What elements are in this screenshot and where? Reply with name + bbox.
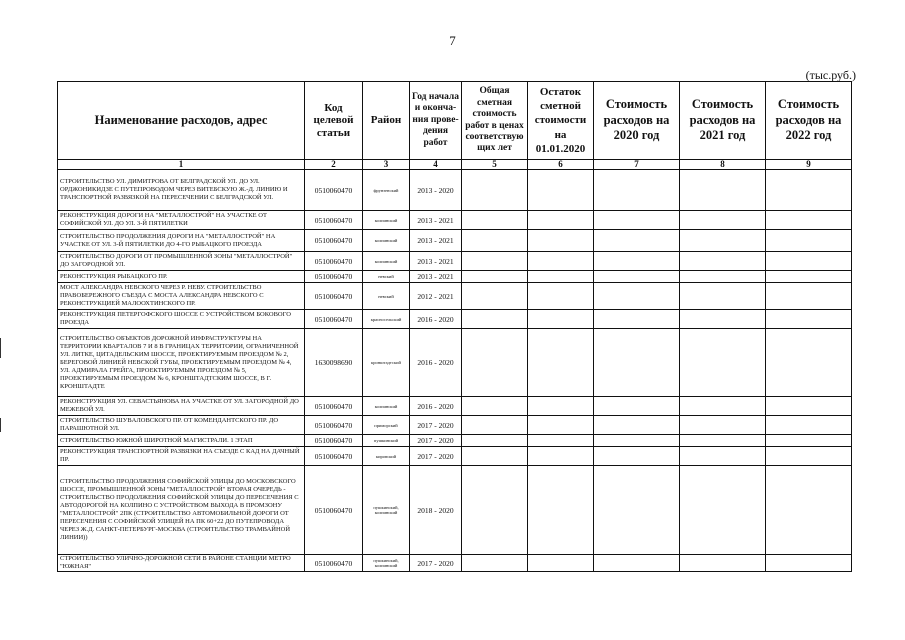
cost-2020-cell [594,230,680,252]
estimate-cell [462,211,528,230]
remainder-cell [528,170,594,211]
work-years-cell: 2017 - 2020 [410,447,462,466]
cost-2022-cell [766,283,852,310]
table-row [58,329,852,397]
estimate-cell [462,283,528,310]
table-row [58,271,852,283]
work-years-cell: 2013 - 2021 [410,271,462,283]
target-code-cell: 0510060470 [305,397,363,416]
expense-name-cell: РЕКОНСТРУКЦИЯ ДОРОГИ НА "МЕТАЛЛОСТРОЙ" НА УЧАСТКЕ ОТ СОФИЙСКОЙ УЛ. ДО УЛ. 3-Й ПЯТИЛЕТКИ [58,211,305,230]
target-code-cell: 0510060470 [305,283,363,310]
district-cell: пушкинский [363,435,410,447]
work-years-cell: 2016 - 2020 [410,310,462,329]
cost-2022-cell [766,170,852,211]
cost-2021-cell [680,211,766,230]
cost-2020-cell [594,170,680,211]
expense-name-cell: РЕКОНСТРУКЦИЯ РЫБАЦКОГО ПР. [58,271,305,283]
remainder-cell [528,211,594,230]
expense-name-cell: СТРОИТЕЛЬСТВО ПРОДОЛЖЕНИЯ СОФИЙСКОЙ УЛИЦЫ ДО МОСКОВСКОГО ШОССЕ, ПРОМЫШЛЕННОЙ ЗОНЫ "МЕТАЛЛОСТРОЙ" ВТОРАЯ ОЧЕРЕДЬ - СТРОИТЕЛЬСТВО ПРОДОЛЖЕНИЯ СОФИЙСКОЙ УЛИЦЫ ДО ПЕРЕСЕЧЕНИЯ С АВТОДОРОГОЙ НА КОЛПИНО С УСТРОЙСТВОМ ВЫХОДА В ПРОМЗОНУ "МЕТАЛЛОСТРОЙ" 2ПК (СТРОИТЕЛЬСТВО АВТОМОБИЛЬНОЙ ДОРОГИ ОТ ПЕРЕСЕЧЕНИЯ С СОФИЙСКОЙ УЛИЦЕЙ НА ПК 60+22 ДО ПУТЕПРОВОДА ЧЕРЕЗ Ж.Д. САНКТ-ПЕТЕРБУРГ-МОСКВА (СТРОИТЕЛЬСТВО ТРАМВАЙНОЙ ЛИНИИ)) [58,466,305,555]
column-number: 5 [462,160,528,170]
remainder-cell [528,555,594,572]
remainder-cell [528,447,594,466]
column-number: 6 [528,160,594,170]
cost-2022-cell [766,555,852,572]
expense-name-cell: РЕКОНСТРУКЦИЯ ПЕТЕРГОФСКОГО ШОССЕ С УСТРОЙСТВОМ БОКОВОГО ПРОЕЗДА [58,310,305,329]
cost-2022-cell [766,416,852,435]
district-cell: кронштадтский [363,329,410,397]
remainder-cell [528,283,594,310]
work-years-cell: 2017 - 2020 [410,435,462,447]
expense-name-cell: РЕКОНСТРУКЦИЯ УЛ. СЕВАСТЬЯНОВА НА УЧАСТКЕ ОТ УЛ. ЗАГОРОДНОЙ ДО МЕЖЕВОЙ УЛ. [58,397,305,416]
target-code-cell: 0510060470 [305,416,363,435]
remainder-cell [528,252,594,271]
work-years-cell: 2013 - 2020 [410,170,462,211]
column-number: 1 [58,160,305,170]
remainder-cell [528,271,594,283]
district-cell: невский [363,271,410,283]
district-cell: колпинский [363,211,410,230]
cost-2022-cell [766,252,852,271]
cost-2022-cell [766,466,852,555]
cost-2020-cell [594,329,680,397]
units-label: (тыс.руб.) [805,68,856,82]
expense-name-cell: МОСТ АЛЕКСАНДРА НЕВСКОГО ЧЕРЕЗ Р. НЕВУ. СТРОИТЕЛЬСТВО ПРАВОБЕРЕЖНОГО СЪЕЗДА С МОСТА АЛЕКСАНДРА НЕВСКОГО С РЕКОНСТРУКЦИЕЙ МАЛООХТИНСКОГО ПР. [58,283,305,310]
cost-2020-cell [594,466,680,555]
cost-2021-cell [680,271,766,283]
expense-name-cell: СТРОИТЕЛЬСТВО ЮЖНОЙ ШИРОТНОЙ МАГИСТРАЛИ. 1 ЭТАП [58,435,305,447]
estimate-cell [462,416,528,435]
estimate-cell [462,310,528,329]
cost-2022-cell [766,397,852,416]
remainder-cell [528,310,594,329]
estimate-cell [462,397,528,416]
cost-2020-cell [594,310,680,329]
target-code-cell: 0510060470 [305,435,363,447]
column-number: 3 [363,160,410,170]
page-number: 7 [449,33,456,48]
cost-2021-cell [680,329,766,397]
district-cell: приморский [363,416,410,435]
table-row [58,447,852,466]
table-row [58,435,852,447]
district-cell: невский [363,283,410,310]
cost-2021-cell [680,170,766,211]
estimate-cell [462,435,528,447]
work-years-cell: 2018 - 2020 [410,466,462,555]
expenses-table [57,81,852,572]
work-years-cell: 2017 - 2020 [410,555,462,572]
remainder-cell [528,435,594,447]
estimate-cell [462,329,528,397]
work-years-cell: 2016 - 2020 [410,329,462,397]
remainder-cell [528,230,594,252]
table-row [58,252,852,271]
cost-2021-cell [680,466,766,555]
table-row [58,555,852,572]
estimate-cell [462,447,528,466]
expense-name-cell: СТРОИТЕЛЬСТВО ОБЪЕКТОВ ДОРОЖНОЙ ИНФРАСТРУКТУРЫ НА ТЕРРИТОРИИ КВАРТАЛОВ 7 И 8 В ГРАНИЦАХ ТЕРРИТОРИИ, ОГРАНИЧЕННОЙ УЛ. ЛИТКЕ, ЦИТАДЕЛЬСКИМ ШОССЕ, ПРОЕКТИРУЕМЫМ ПРОЕЗДОМ № 2, БЕРЕГОВОЙ ЛИНИЕЙ НЕВСКОЙ ГУБЫ, ПРОЕКТИРУЕМЫМ ПРОЕЗДОМ № 4, УЛ. АДМИРАЛА ГРЕЙГА, ПРОЕКТИРУЕМЫМ ПРОЕЗДОМ № 5, ПРОЕКТИРУЕМЫМ ПРОЕЗДОМ № 6, КРОНШТАДТСКИМ ШОССЕ, В Г. КРОНШТАДТЕ [58,329,305,397]
expense-name-cell: РЕКОНСТРУКЦИЯ ТРАНСПОРТНОЙ РАЗВЯЗКИ НА СЪЕЗДЕ С КАД НА ДАЧНЫЙ ПР. [58,447,305,466]
remainder-cell [528,466,594,555]
column-number: 9 [766,160,852,170]
estimate-cell [462,466,528,555]
work-years-cell: 2016 - 2020 [410,397,462,416]
expense-name-cell: СТРОИТЕЛЬСТВО УЛ. ДИМИТРОВА ОТ БЕЛГРАДСКОЙ УЛ. ДО УЛ. ОРДЖОНИКИДЗЕ С ПУТЕПРОВОДОМ ЧЕРЕЗ ВИТЕБСКУЮ Ж.-Д. ЛИНИЮ И ТРАНСПОРТНОЙ РАЗВЯЗКОЙ НА ПЕРЕСЕЧЕНИИ С БЕЛГРАДСКОЙ УЛ. [58,170,305,211]
cost-2020-cell [594,397,680,416]
estimate-cell [462,252,528,271]
cost-2020-cell [594,447,680,466]
cost-2020-cell [594,555,680,572]
cost-2020-cell [594,283,680,310]
cost-2020-cell [594,435,680,447]
table-body [58,170,852,572]
header-code: Код целевой статьи [305,82,363,160]
cost-2021-cell [680,252,766,271]
target-code-cell: 1630098690 [305,329,363,397]
cost-2020-cell [594,416,680,435]
remainder-cell [528,416,594,435]
cost-2022-cell [766,211,852,230]
header-cost-2021: Стоимость расходов на 2021 год [680,82,766,160]
expense-name-cell: СТРОИТЕЛЬСТВО ПРОДОЛЖЕНИЯ ДОРОГИ НА "МЕТАЛЛОСТРОЙ" НА УЧАСТКЕ ОТ УЛ. 3-Й ПЯТИЛЕТКИ ДО 4-ГО РЫБАЦКОГО ПРОЕЗДА [58,230,305,252]
district-cell: колпинский [363,397,410,416]
cost-2022-cell [766,329,852,397]
column-number-row [58,160,852,170]
header-name: Наименование расходов, адрес [58,82,305,160]
cost-2020-cell [594,252,680,271]
table-row [58,310,852,329]
cost-2020-cell [594,211,680,230]
target-code-cell: 0510060470 [305,447,363,466]
target-code-cell: 0510060470 [305,466,363,555]
target-code-cell: 0510060470 [305,170,363,211]
edge-mark [0,338,1,358]
estimate-cell [462,230,528,252]
target-code-cell: 0510060470 [305,252,363,271]
cost-2021-cell [680,283,766,310]
column-number: 2 [305,160,363,170]
cost-2021-cell [680,447,766,466]
cost-2021-cell [680,310,766,329]
cost-2021-cell [680,555,766,572]
table-row [58,211,852,230]
target-code-cell: 0510060470 [305,230,363,252]
expense-name-cell: СТРОИТЕЛЬСТВО ДОРОГИ ОТ ПРОМЫШЛЕННОЙ ЗОНЫ "МЕТАЛЛОСТРОЙ" ДО ЗАГОРОДНОЙ УЛ. [58,252,305,271]
header-years: Год начала и оконча-ния прове-дения работ [410,82,462,160]
edge-mark [0,418,1,432]
work-years-cell: 2013 - 2021 [410,211,462,230]
target-code-cell: 0510060470 [305,211,363,230]
table-row [58,466,852,555]
table-row [58,230,852,252]
column-number: 7 [594,160,680,170]
cost-2021-cell [680,416,766,435]
district-cell: пушкинский, колпинский [363,555,410,572]
header-district: Район [363,82,410,160]
cost-2022-cell [766,310,852,329]
district-cell: кировский [363,447,410,466]
estimate-cell [462,170,528,211]
table-row [58,283,852,310]
remainder-cell [528,329,594,397]
expense-name-cell: СТРОИТЕЛЬСТВО УЛИЧНО-ДОРОЖНОЙ СЕТИ В РАЙОНЕ СТАНЦИИ МЕТРО "ЮЖНАЯ" [58,555,305,572]
column-number: 8 [680,160,766,170]
estimate-cell [462,271,528,283]
table-row [58,416,852,435]
district-cell: фрунзенский [363,170,410,211]
target-code-cell: 0510060470 [305,271,363,283]
header-row [58,82,852,160]
table-row [58,170,852,211]
header-cost-2022: Стоимость расходов на 2022 год [766,82,852,160]
table-row [58,397,852,416]
cost-2021-cell [680,435,766,447]
header-estimate: Общая сметная стоимость работ в ценах соответствую щих лет [462,82,528,160]
district-cell: пушкинский, колпинский [363,466,410,555]
column-number: 4 [410,160,462,170]
remainder-cell [528,397,594,416]
work-years-cell: 2013 - 2021 [410,252,462,271]
district-cell: колпинский [363,230,410,252]
work-years-cell: 2013 - 2021 [410,230,462,252]
header-remainder: Остаток сметной стоимости на 01.01.2020 [528,82,594,160]
cost-2021-cell [680,230,766,252]
work-years-cell: 2017 - 2020 [410,416,462,435]
target-code-cell: 0510060470 [305,310,363,329]
target-code-cell: 0510060470 [305,555,363,572]
estimate-cell [462,555,528,572]
expense-name-cell: СТРОИТЕЛЬСТВО ШУВAЛОВСКОГО ПР. ОТ КОМЕНДАНТСКОГО ПР. ДО ПАРАШЮТНОЙ УЛ. [58,416,305,435]
cost-2022-cell [766,271,852,283]
district-cell: красносельский [363,310,410,329]
cost-2021-cell [680,397,766,416]
cost-2022-cell [766,435,852,447]
district-cell: колпинский [363,252,410,271]
cost-2020-cell [594,271,680,283]
cost-2022-cell [766,447,852,466]
cost-2022-cell [766,230,852,252]
work-years-cell: 2012 - 2021 [410,283,462,310]
header-cost-2020: Стоимость расходов на 2020 год [594,82,680,160]
